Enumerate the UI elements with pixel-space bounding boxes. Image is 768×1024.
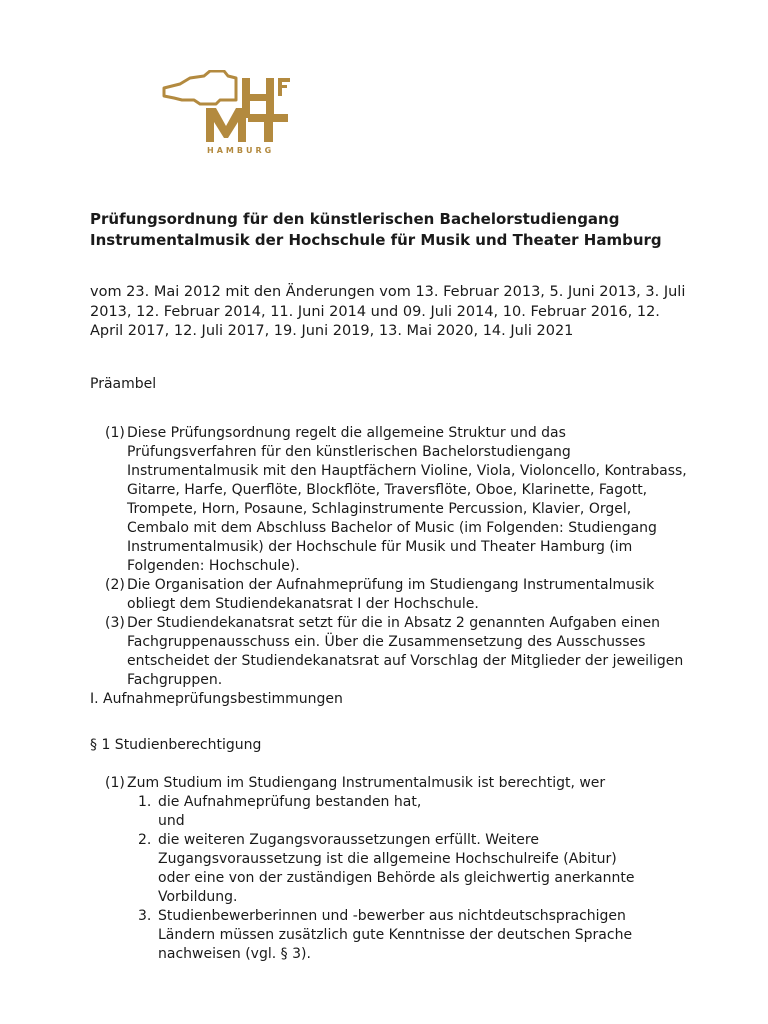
sub-item-text: die weiteren Zugangsvoraussetzungen erfüllt. Weitere Zugangsvoraussetzung ist die allgemeine Hochschulreife (Abitur) oder eine von der zuständigen Behörde als gleichwertig anerkannte Vorbildung. xyxy=(158,832,635,905)
item-text: Der Studiendekanatsrat setzt für die in Absatz 2 genannten Aufgaben einen Fachgruppenausschuss ein. Über die Zusammensetzung des Ausschusses entscheidet der Studiendekanatsrat auf Vorschlag der Mitglieder der jeweiligen Fachgruppen. xyxy=(127,615,684,688)
item-text: Diese Prüfungsordnung regelt die allgemeine Struktur und das Prüfungsverfahren für den künstlerischen Bachelorstudiengang Instrumentalmusik mit den Hauptfächern Violine, Viola, Violoncello, Kontrabass, Gitarre, Harfe, Querflöte, Blockflöte, Traversflöte, Oboe, Klarinette, Fagott, Trompete, Horn, Posaune, Schlaginstrumente Percussion, Klavier, Orgel, Cembalo mit dem Abschluss Bachelor of Music (im Folgenden: Studiengang Instrumentalmusik) der Hochschule für Musik und Theater Hamburg (im Folgenden: Hochschule). xyxy=(127,425,687,574)
item-text: Die Organisation der Aufnahmeprüfung im Studiengang Instrumentalmusik obliegt dem Studiendekanatsrat I der Hochschule. xyxy=(127,577,655,612)
sub-list-wrapper xyxy=(105,793,638,964)
item-number: (2) xyxy=(105,577,125,593)
item-text: Zum Studium im Studiengang Instrumentalmusik ist berechtigt, wer xyxy=(127,775,606,791)
preamble-list xyxy=(105,424,695,690)
preamble-item-1 xyxy=(105,424,695,576)
hfmt-logo-icon xyxy=(160,70,300,156)
preamble-heading: Präambel xyxy=(90,376,157,392)
preamble-item-2 xyxy=(105,576,695,614)
item-number: (1) xyxy=(105,775,125,791)
sub-item-number: 3. xyxy=(138,908,152,924)
section-heading: I. Aufnahmeprüfungsbestimmungen xyxy=(90,691,343,707)
sub-item-text: die Aufnahmeprüfung bestanden hat, xyxy=(158,794,422,810)
paragraph-1-heading: § 1 Studienberechtigung xyxy=(90,737,262,753)
paragraph-1-item-1 xyxy=(105,774,695,793)
paragraph-1-body xyxy=(105,774,695,964)
sub-item-2 xyxy=(138,831,638,907)
sub-item-number: 2. xyxy=(138,832,152,848)
hfmt-logo xyxy=(160,70,300,156)
document-title xyxy=(90,209,730,251)
sub-item-text: Studienbewerberinnen und -bewerber aus nichtdeutschsprachigen Ländern müssen zusätzlich gute Kenntnisse der deutschen Sprache nachweisen (vgl. § 3). xyxy=(158,908,633,962)
title-line-2: Instrumentalmusik der Hochschule für Musik und Theater Hamburg xyxy=(90,231,662,249)
sub-item-number: 1. xyxy=(138,794,152,810)
item-number: (3) xyxy=(105,615,125,631)
item-number: (1) xyxy=(105,425,125,441)
sub-item-1 xyxy=(138,793,638,831)
title-line-1: Prüfungsordnung für den künstlerischen Bachelorstudiengang xyxy=(90,210,620,228)
sub-item-connector: und xyxy=(158,813,185,829)
preamble-item-3 xyxy=(105,614,695,690)
amendment-dates: vom 23. Mai 2012 mit den Änderungen vom 13. Februar 2013, 5. Juni 2013, 3. Juli 2013, 12. Februar 2014, 11. Juni 2014 und 09. Juli 2014, 10. Februar 2016, 12. April 2017, 12. Juli 2017, 19. Juni 2019, 13. Mai 2020, 14. Juli 2021 xyxy=(90,284,686,339)
logo-city-text: HAMBURG xyxy=(207,146,275,155)
sub-item-3 xyxy=(138,907,638,964)
